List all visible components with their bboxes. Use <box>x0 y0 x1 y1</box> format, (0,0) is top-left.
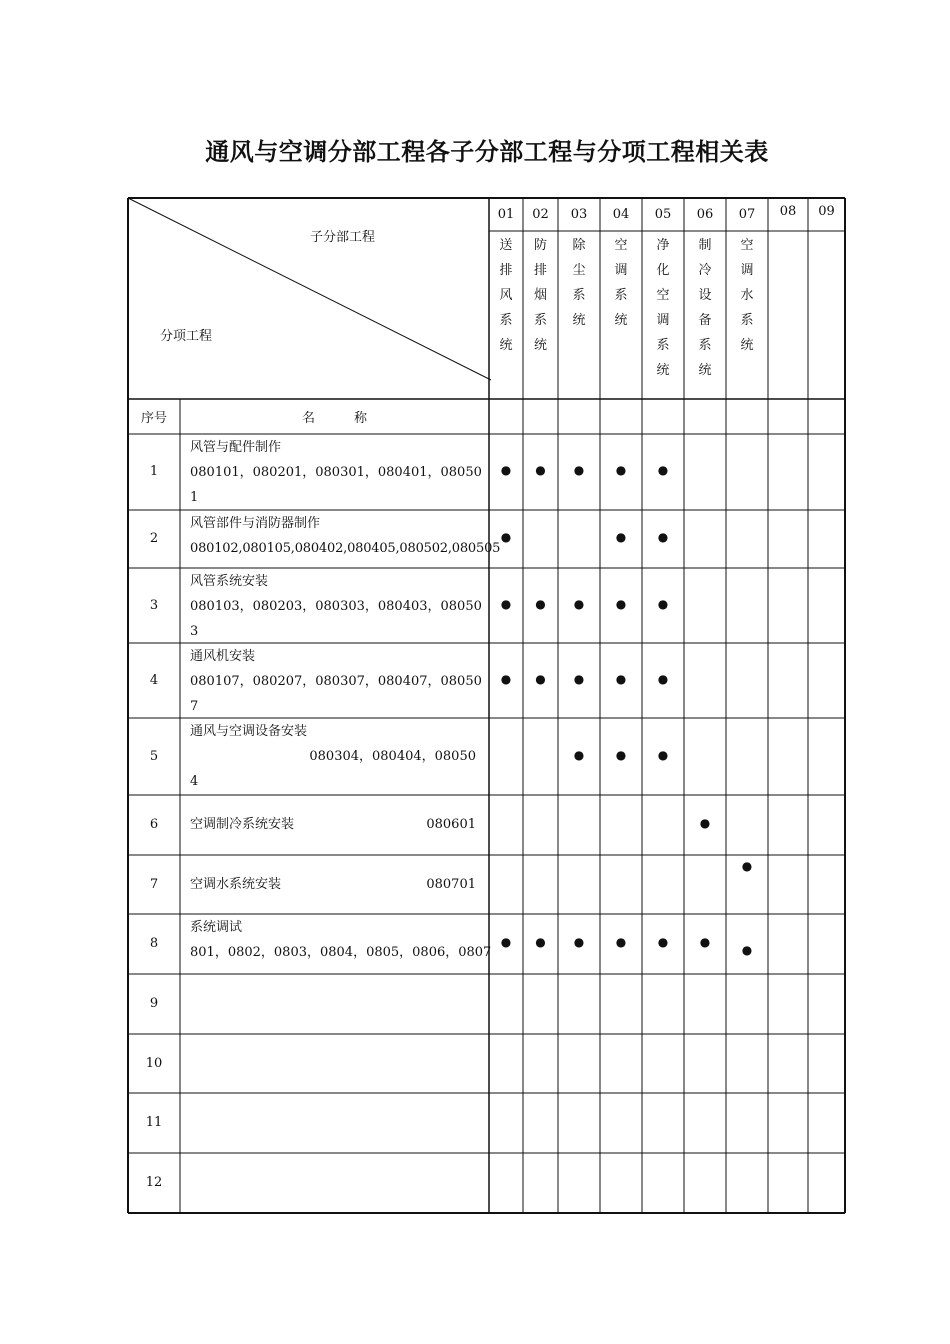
column-name-char: 系 <box>614 288 628 303</box>
column-name-char: 统 <box>698 363 712 378</box>
row-seq: 8 <box>149 936 159 951</box>
mark-dot: ● <box>535 463 546 477</box>
row-codes: 801，0802，0803，0804，0805，0806，0807 <box>190 945 492 960</box>
mark-dot: ● <box>615 935 627 949</box>
mark-dot: ● <box>615 671 627 686</box>
sub-division-label: 子分部工程 <box>310 230 376 245</box>
mark-dot: ● <box>741 943 753 957</box>
row-name: 通风机安装 <box>190 649 256 664</box>
mark-dot: ● <box>573 935 585 949</box>
mark-dot: ● <box>535 935 546 949</box>
mark-dot: ● <box>500 671 512 686</box>
row-name: 通风与空调设备安装 <box>190 724 308 739</box>
row-seq: 9 <box>149 996 159 1011</box>
row-name: 空调制冷系统安装 <box>190 817 295 832</box>
item-label: 分项工程 <box>160 329 213 344</box>
row-seq: 1 <box>149 464 159 479</box>
mark-dot: ● <box>657 671 669 686</box>
column-name-char: 统 <box>614 313 628 328</box>
row-seq: 3 <box>149 597 159 613</box>
column-name-char: 冷 <box>698 263 712 278</box>
row-codes: 080601 <box>426 817 476 832</box>
mark-dot: ● <box>657 530 669 544</box>
mark-dot: ● <box>615 463 627 477</box>
row-codes: 080103，080203，080303，080403，08050 <box>190 599 482 614</box>
mark-dot: ● <box>573 747 585 762</box>
column-name-char: 烟 <box>533 288 547 303</box>
mark-dot: ● <box>573 671 585 686</box>
column-code: 03 <box>570 207 588 222</box>
mark-dot: ● <box>657 596 669 611</box>
column-name-char: 尘 <box>572 263 586 278</box>
page-title: 通风与空调分部工程各子分部工程与分项工程相关表 <box>205 138 769 166</box>
column-name-char: 系 <box>656 338 670 353</box>
column-name-char: 统 <box>533 338 547 353</box>
mark-dot: ● <box>615 530 627 544</box>
column-name-char: 备 <box>698 313 712 328</box>
column-name-char: 系 <box>533 313 547 328</box>
mark-dot: ● <box>657 747 669 762</box>
mark-dot: ● <box>535 671 546 686</box>
column-name-char: 统 <box>656 363 670 378</box>
column-name-char: 净 <box>656 238 670 253</box>
column-code: 05 <box>654 207 672 222</box>
column-name-char: 除 <box>572 238 586 253</box>
mark-dot: ● <box>741 859 753 873</box>
column-name-char: 系 <box>698 338 712 353</box>
row-codes: 080101，080201，080301，080401，08050 <box>190 465 482 480</box>
mark-dot: ● <box>657 463 669 477</box>
row-codes-tail: 7 <box>190 699 199 714</box>
column-code: 02 <box>532 207 549 222</box>
column-name-char: 空 <box>656 288 670 303</box>
row-codes: 080107，080207，080307，080407，08050 <box>190 674 482 689</box>
column-code: 09 <box>818 204 835 219</box>
column-name-char: 排 <box>499 263 513 278</box>
column-name-char: 防 <box>533 238 547 253</box>
column-name-char: 统 <box>572 313 586 328</box>
row-name: 风管与配件制作 <box>190 440 282 455</box>
mark-dot: ● <box>500 935 512 949</box>
column-name-char: 风 <box>499 288 513 303</box>
row-codes-tail: 4 <box>190 774 199 789</box>
mark-dot: ● <box>573 596 585 611</box>
column-code: 04 <box>612 207 630 222</box>
column-code: 07 <box>738 207 756 222</box>
column-name-char: 统 <box>740 338 754 353</box>
row-codes: 080304，080404，08050 <box>309 749 476 764</box>
column-name-char: 调 <box>614 263 628 278</box>
row-codes: 080102,080105,080402,080405,080502,080505 <box>190 541 501 556</box>
row-name: 风管部件与消防器制作 <box>190 516 321 531</box>
row-codes: 080701 <box>426 876 476 892</box>
column-name-char: 空 <box>614 238 628 253</box>
mark-dot: ● <box>699 935 711 949</box>
row-seq: 10 <box>145 1055 163 1071</box>
mark-dot: ● <box>500 463 512 477</box>
column-name-char: 调 <box>740 263 754 278</box>
mark-dot: ● <box>500 530 512 544</box>
column-name-char: 空 <box>740 238 754 253</box>
row-seq: 2 <box>149 531 159 546</box>
column-name-char: 调 <box>656 313 670 328</box>
row-seq: 5 <box>149 748 159 764</box>
row-seq: 11 <box>145 1115 163 1130</box>
mark-dot: ● <box>615 747 627 762</box>
row-name: 风管系统安装 <box>190 574 269 589</box>
column-name-char: 系 <box>740 313 754 328</box>
row-codes-tail: 3 <box>190 624 199 639</box>
column-name-char: 设 <box>698 288 712 303</box>
column-name-char: 水 <box>740 288 754 303</box>
column-name-char: 系 <box>499 313 513 328</box>
column-name-char: 统 <box>499 338 513 353</box>
column-code: 08 <box>779 204 797 219</box>
mark-dot: ● <box>573 463 585 477</box>
row-seq: 12 <box>145 1175 163 1190</box>
mark-dot: ● <box>657 935 669 949</box>
mark-dot: ● <box>699 816 711 830</box>
column-code: 06 <box>696 207 714 222</box>
column-name-char: 化 <box>656 263 670 278</box>
column-name-char: 排 <box>533 263 547 278</box>
name-header: 名 称 <box>301 411 367 426</box>
row-seq: 6 <box>149 817 159 832</box>
row-seq: 7 <box>149 876 159 892</box>
column-name-char: 送 <box>499 238 513 253</box>
mark-dot: ● <box>535 596 546 611</box>
row-codes-tail: 1 <box>190 490 199 505</box>
column-code: 01 <box>497 207 515 222</box>
row-seq: 4 <box>149 672 159 688</box>
row-name: 系统调试 <box>190 920 243 935</box>
mark-dot: ● <box>615 596 627 611</box>
mark-dot: ● <box>500 596 512 611</box>
seq-header: 序号 <box>140 411 167 426</box>
column-name-char: 系 <box>572 288 586 303</box>
row-name: 空调水系统安装 <box>190 876 282 892</box>
column-name-char: 制 <box>698 238 712 253</box>
